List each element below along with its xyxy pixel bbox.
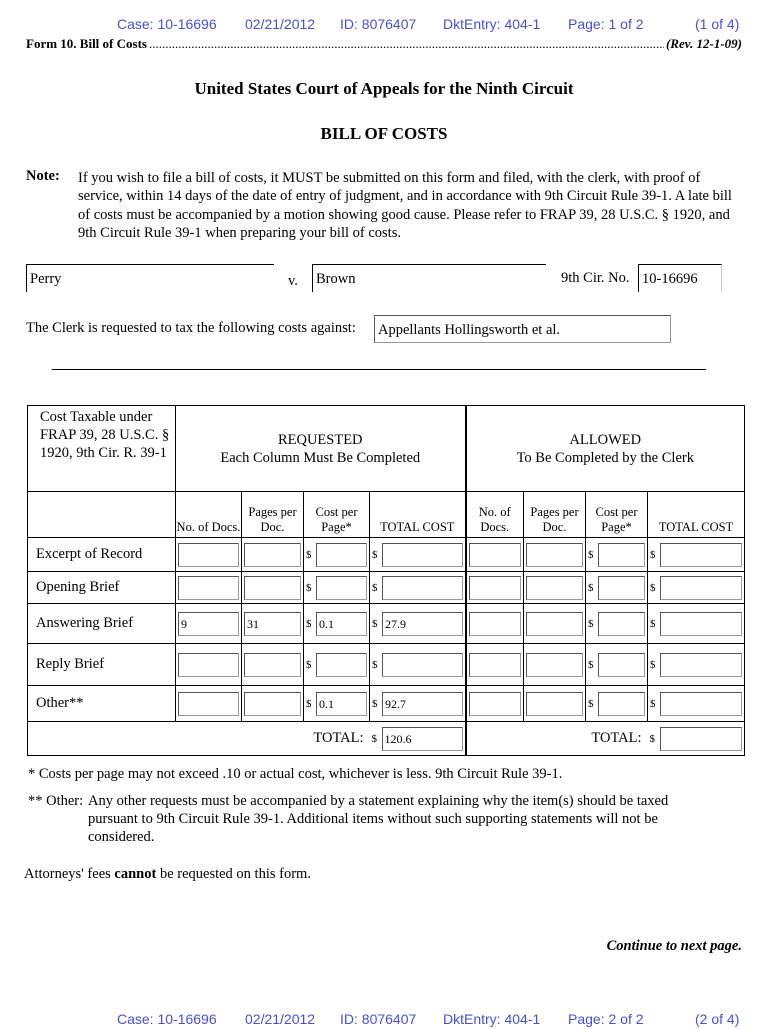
- req-pages-cell: [242, 572, 304, 604]
- allowed-cost-field[interactable]: [598, 692, 645, 716]
- versus-label: v.: [288, 273, 298, 289]
- req-cost-field[interactable]: [316, 576, 367, 600]
- req-docs-field[interactable]: [178, 653, 239, 677]
- header-date: 02/21/2012: [245, 16, 316, 32]
- req-total-field[interactable]: [382, 576, 463, 600]
- dollar-sign: $: [588, 658, 594, 671]
- dollar-sign: $: [372, 548, 378, 561]
- footnote-other-text: Any other requests must be accompanied by a statement explaining why the item(s) should be taxed pursuant to 9th Circuit Rule 39-1. Additional items without such supporting statements will not be considered.: [88, 793, 669, 845]
- req-cost-cell: [304, 604, 370, 644]
- allowed-docs-cell: [466, 538, 524, 572]
- requested-total-field[interactable]: 120.6: [382, 727, 463, 751]
- form-name: Form 10. Bill of Costs: [26, 36, 147, 51]
- allowed-total-cell: [648, 604, 745, 644]
- allowed-docs-field[interactable]: [469, 612, 522, 636]
- row-label: Opening Brief: [28, 572, 176, 604]
- allowed-pages-field[interactable]: [526, 543, 583, 567]
- allowed-cost-field[interactable]: [598, 576, 645, 600]
- allowed-total-field[interactable]: [660, 727, 743, 751]
- allowed-title: ALLOWED: [569, 431, 642, 448]
- table-row: [28, 604, 745, 644]
- req-total-cell: [370, 604, 466, 644]
- table-row: [28, 686, 745, 722]
- allowed-total-field[interactable]: [660, 692, 742, 716]
- allowed-cost-cell: [586, 686, 648, 722]
- requested-total-label: TOTAL:: [28, 722, 370, 756]
- header-page-count: (1 of 4): [695, 16, 740, 32]
- allowed-cost-cell: [586, 538, 648, 572]
- footer-case: Case: 10-16696: [117, 1011, 217, 1027]
- dollar-sign: $: [372, 658, 378, 671]
- dollar-sign: $: [588, 617, 594, 630]
- dollar-sign: $: [372, 697, 378, 710]
- attorneys-pre: Attorneys' fees: [24, 866, 115, 882]
- allowed-total-cell: [648, 572, 745, 604]
- req-total-field[interactable]: [382, 543, 463, 567]
- req-pages-field[interactable]: [244, 692, 301, 716]
- row-label: Excerpt of Record: [28, 538, 176, 572]
- requested-header: [176, 406, 466, 492]
- attorneys-cannot: cannot: [114, 866, 157, 882]
- defendant-field[interactable]: Brown: [312, 264, 546, 292]
- req-total-cell: [370, 644, 466, 686]
- req-cost-header: Cost per Page*: [304, 492, 370, 538]
- table-row: [28, 572, 745, 604]
- table-row: [28, 644, 745, 686]
- req-docs-cell: [176, 644, 242, 686]
- table-row: [28, 538, 745, 572]
- header-page: Page: 1 of 2: [568, 16, 644, 32]
- attorneys-fees-note: [24, 865, 311, 883]
- req-cost-field[interactable]: [316, 653, 367, 677]
- allowed-header: [466, 406, 745, 492]
- form-name-line: [26, 36, 742, 52]
- court-title: United States Court of Appeals for the Ninth Circuit: [194, 79, 574, 98]
- tax-against-label: The Clerk is requested to tax the following costs against:: [26, 320, 356, 336]
- req-cost-cell: [304, 686, 370, 722]
- dollar-sign: $: [372, 617, 378, 630]
- dollar-sign: $: [650, 548, 656, 561]
- allowed-docs-cell: [466, 604, 524, 644]
- allowed-total-field[interactable]: [660, 612, 742, 636]
- row-label: Answering Brief: [28, 604, 176, 644]
- cost-taxable-header: Cost Taxable under FRAP 39, 28 U.S.C. § 1920, 9th Cir. R. 39-1: [28, 406, 176, 492]
- req-pages-cell: [242, 644, 304, 686]
- footer-page-count: (2 of 4): [695, 1011, 740, 1027]
- signature-rule: [52, 369, 706, 370]
- req-docs-field[interactable]: [178, 692, 239, 716]
- allowed-cost-cell: [586, 604, 648, 644]
- dollar-sign: $: [588, 697, 594, 710]
- footnote-other-label: ** Other:: [28, 793, 84, 809]
- allowed-pages-field[interactable]: [526, 612, 583, 636]
- req-docs-field[interactable]: 9: [178, 612, 239, 636]
- cir-no-field[interactable]: 10-16696: [638, 264, 722, 292]
- allowed-total-field[interactable]: [660, 543, 742, 567]
- req-pages-field[interactable]: 31: [244, 612, 301, 636]
- req-docs-header: No. of Docs.: [176, 492, 242, 538]
- header-case: Case: 10-16696: [117, 16, 217, 32]
- dollar-sign: $: [306, 658, 312, 671]
- req-pages-cell: [242, 538, 304, 572]
- requested-subtitle: Each Column Must Be Completed: [220, 449, 421, 466]
- dollar-sign: $: [649, 732, 656, 745]
- form-revision: (Rev. 12-1-09): [665, 36, 742, 51]
- allowed-docs-field[interactable]: [469, 576, 522, 600]
- req-total-cell: [370, 538, 466, 572]
- requested-title: REQUESTED: [277, 431, 363, 448]
- footer-id: ID: 8076407: [340, 1011, 417, 1027]
- allowed-docs-cell: [466, 644, 524, 686]
- allowed-cost-cell: [586, 644, 648, 686]
- req-cost-field[interactable]: [316, 543, 367, 567]
- req-cost-cell: [304, 644, 370, 686]
- req-docs-cell: [176, 686, 242, 722]
- allowed-total-cell: [648, 644, 745, 686]
- req-pages-header: Pages per Doc.: [242, 492, 304, 538]
- req-pages-cell: [242, 686, 304, 722]
- allowed-docs-field[interactable]: [469, 543, 522, 567]
- dollar-sign: $: [306, 697, 312, 710]
- allowed-pages-field[interactable]: [526, 653, 583, 677]
- req-cost-cell: [304, 538, 370, 572]
- note-label: Note:: [26, 168, 60, 184]
- req-pages-field[interactable]: [244, 653, 301, 677]
- document-title: BILL OF COSTS: [320, 124, 448, 143]
- req-docs-cell: [176, 604, 242, 644]
- allowed-cost-cell: [586, 572, 648, 604]
- allowed-docs-cell: [466, 686, 524, 722]
- attorneys-post: be requested on this form.: [156, 866, 311, 882]
- allowed-subtitle: To Be Completed by the Clerk: [516, 449, 694, 466]
- allowed-docs-field[interactable]: [469, 692, 522, 716]
- dollar-sign: $: [650, 697, 656, 710]
- req-total-field[interactable]: [382, 653, 463, 677]
- dollar-sign: $: [588, 581, 594, 594]
- dollar-sign: $: [306, 548, 312, 561]
- allowed-cost-field[interactable]: [598, 543, 645, 567]
- allowed-cost-header: Cost per Page*: [586, 492, 648, 538]
- allowed-total-field[interactable]: [660, 576, 742, 600]
- req-cost-field[interactable]: 0.1: [316, 692, 367, 716]
- dollar-sign: $: [372, 581, 378, 594]
- dollar-sign: $: [306, 617, 312, 630]
- allowed-pages-cell: [524, 604, 586, 644]
- allowed-pages-cell: [524, 538, 586, 572]
- blank-header-cell: [28, 492, 176, 538]
- header-dkt-entry: DktEntry: 404-1: [443, 16, 541, 32]
- allowed-pages-field[interactable]: [526, 692, 583, 716]
- allowed-total-field[interactable]: [660, 653, 742, 677]
- allowed-total-cell: [648, 722, 745, 756]
- req-docs-cell: [176, 538, 242, 572]
- req-pages-cell: [242, 604, 304, 644]
- allowed-cost-field[interactable]: [598, 653, 645, 677]
- cir-no-label: 9th Cir. No.: [561, 270, 630, 286]
- req-docs-field[interactable]: [178, 576, 239, 600]
- dollar-sign: $: [650, 658, 656, 671]
- allowed-total-header: TOTAL COST: [648, 492, 745, 538]
- footnote-cost-limit: * Costs per page may not exceed .10 or actual cost, whichever is less. 9th Circuit Rule 39-1.: [28, 766, 563, 782]
- tax-against-field[interactable]: Appellants Hollingsworth et al.: [374, 315, 671, 343]
- allowed-pages-cell: [524, 572, 586, 604]
- dollar-sign: $: [588, 548, 594, 561]
- footer-dkt-entry: DktEntry: 404-1: [443, 1011, 541, 1027]
- requested-total-cell: [370, 722, 466, 756]
- req-cost-cell: [304, 572, 370, 604]
- req-total-field[interactable]: 27.9: [382, 612, 463, 636]
- req-total-header: TOTAL COST: [370, 492, 466, 538]
- allowed-total-label: TOTAL:: [466, 722, 648, 756]
- req-pages-field[interactable]: [244, 543, 301, 567]
- dollar-sign: $: [371, 732, 377, 745]
- req-pages-field[interactable]: [244, 576, 301, 600]
- allowed-docs-header: No. of Docs.: [466, 492, 524, 538]
- allowed-total-cell: [648, 686, 745, 722]
- allowed-pages-header: Pages per Doc.: [524, 492, 586, 538]
- req-total-cell: [370, 572, 466, 604]
- req-docs-cell: [176, 572, 242, 604]
- allowed-cost-field[interactable]: [598, 612, 645, 636]
- allowed-docs-field[interactable]: [469, 653, 522, 677]
- req-total-field[interactable]: 92.7: [382, 692, 463, 716]
- allowed-total-cell: [648, 538, 745, 572]
- allowed-pages-field[interactable]: [526, 576, 583, 600]
- allowed-pages-cell: [524, 686, 586, 722]
- row-label: Reply Brief: [28, 644, 176, 686]
- allowed-docs-cell: [466, 572, 524, 604]
- note-text: If you wish to file a bill of costs, it MUST be submitted on this form and filed, with the clerk, with proof of service, within 14 days of the date of entry of judgment, and in accordance with 9th Circuit Rule 39-1. A late bill of costs must be accompanied by a motion showing good cause. Please refer to FRAP 39, 28 U.S.C. § 1920, and 9th Circuit Rule 39-1 when preparing your bill of costs.: [78, 170, 732, 241]
- header-id: ID: 8076407: [340, 16, 417, 32]
- dollar-sign: $: [650, 617, 656, 630]
- row-label: Other**: [28, 686, 176, 722]
- req-docs-field[interactable]: [178, 543, 239, 567]
- plaintiff-field[interactable]: Perry: [26, 264, 274, 292]
- cost-table: [27, 405, 745, 756]
- allowed-pages-cell: [524, 644, 586, 686]
- dollar-sign: $: [650, 581, 656, 594]
- req-total-cell: [370, 686, 466, 722]
- leader-dots: [149, 36, 664, 52]
- req-cost-field[interactable]: 0.1: [316, 612, 367, 636]
- continue-note: Continue to next page.: [606, 938, 742, 954]
- footer-page: Page: 2 of 2: [568, 1011, 644, 1027]
- footer-date: 02/21/2012: [245, 1011, 316, 1027]
- dollar-sign: $: [306, 581, 312, 594]
